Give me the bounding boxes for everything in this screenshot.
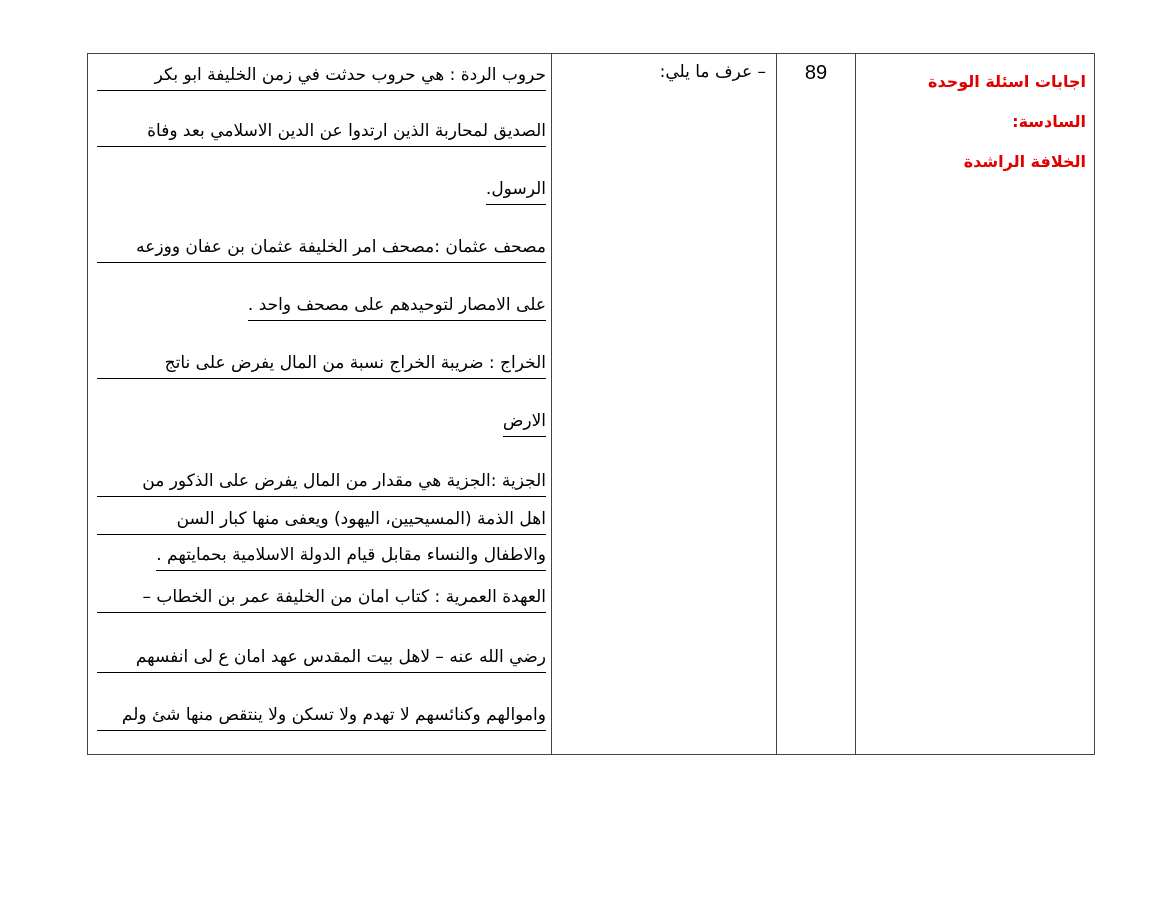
unit-title-line-3: الخلافة الراشدة bbox=[963, 152, 1086, 171]
question-cell bbox=[551, 54, 776, 754]
answer-line: الخراج : ضريبة الخراج نسبة من المال يفرض على ناتج bbox=[97, 348, 546, 379]
answer-line: الصديق لمحاربة الذين ارتدوا عن الدين الاسلامي بعد وفاة bbox=[97, 116, 546, 147]
page-number: 89 bbox=[804, 62, 828, 84]
answer-line: الرسول. bbox=[486, 174, 546, 205]
question-text: – عرف ما يلي: bbox=[659, 62, 766, 82]
answer-line: العهدة العمرية : كتاب امان من الخليفة عمر بن الخطاب – bbox=[97, 582, 546, 613]
answer-line: رضي الله عنه – لاهل بيت المقدس عهد امان ع لى انفسهم bbox=[97, 642, 546, 673]
answer-line: على الامصار لتوحيدهم على مصحف واحد . bbox=[248, 290, 546, 321]
answer-line: والاطفال والنساء مقابل قيام الدولة الاسلامية بحمايتهم . bbox=[156, 540, 546, 571]
unit-title-line-1: اجابات اسئلة الوحدة bbox=[928, 72, 1086, 91]
answer-table bbox=[87, 53, 1095, 755]
unit-title-cell bbox=[856, 54, 1094, 754]
answer-line: مصحف عثمان :مصحف امر الخليفة عثمان بن عفان ووزعه bbox=[97, 232, 546, 263]
page-number-cell bbox=[776, 54, 856, 754]
unit-title-line-2: السادسة: bbox=[1012, 112, 1086, 131]
answer-line: الارض bbox=[503, 406, 546, 437]
answer-line: حروب الردة : هي حروب حدثت في زمن الخليفة ابو بكر bbox=[97, 60, 546, 91]
answers-cell bbox=[88, 54, 553, 754]
answer-line: واموالهم وكنائسهم لا تهدم ولا تسكن ولا ينتقص منها شئ ولم bbox=[97, 700, 546, 731]
answer-line: اهل الذمة (المسيحيين، اليهود) ويعفى منها كبار السن bbox=[97, 504, 546, 535]
answer-line: الجزية :الجزية هي مقدار من المال يفرض على الذكور من bbox=[97, 466, 546, 497]
